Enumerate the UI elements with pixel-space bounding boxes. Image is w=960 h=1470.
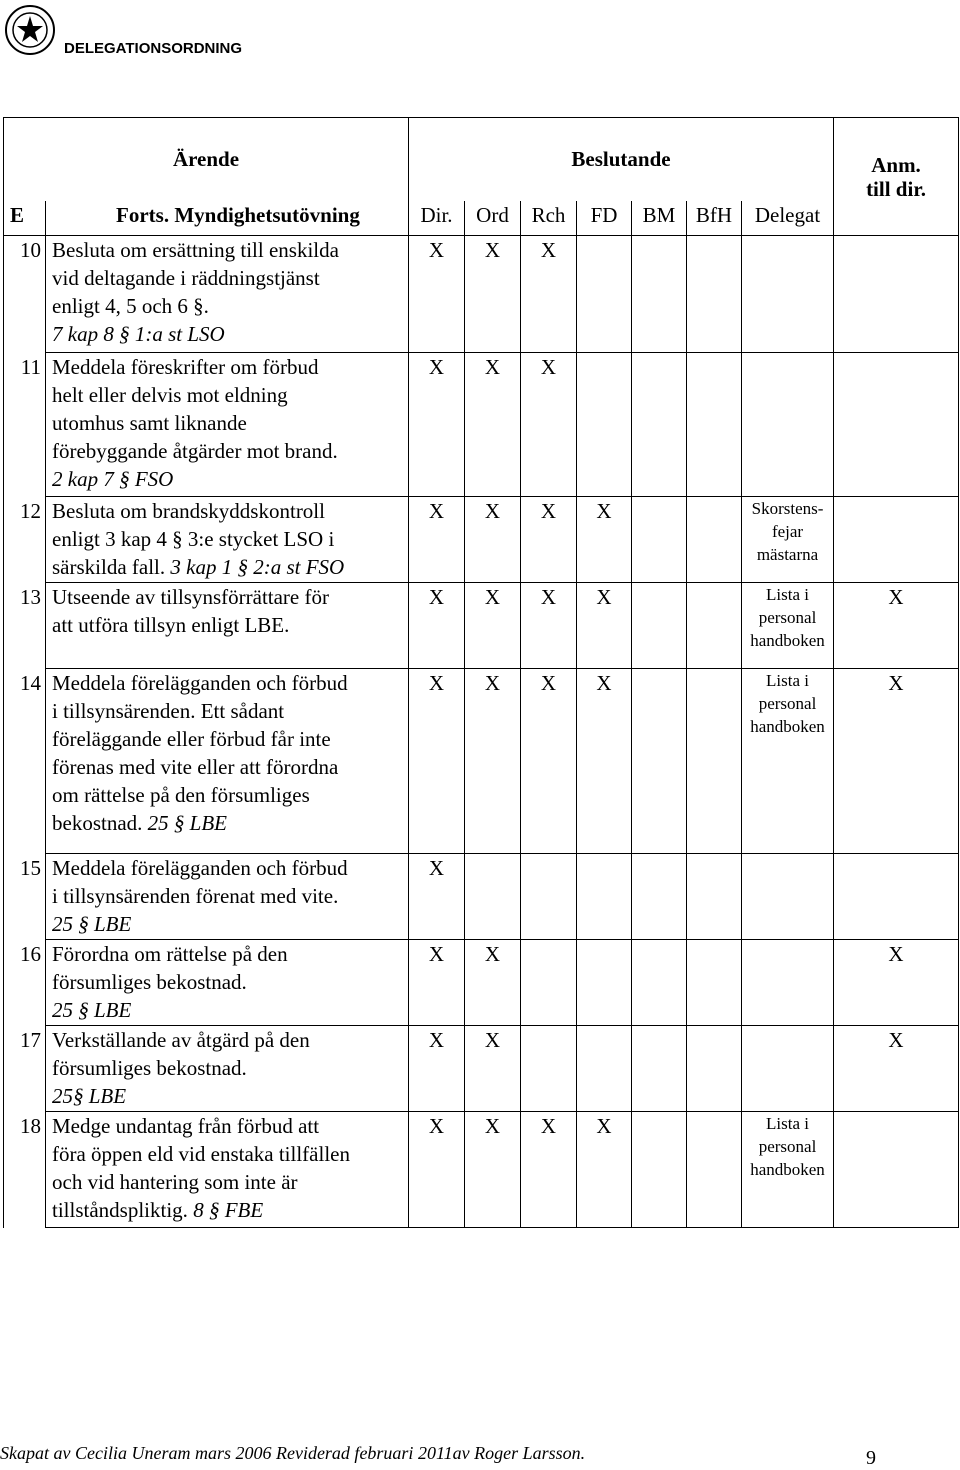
decision-mark: X — [521, 669, 577, 854]
row-number: 15 — [4, 854, 46, 940]
decision-mark: X — [521, 353, 577, 497]
row-text-line: Meddela förelägganden och förbud — [52, 671, 348, 695]
header-arende: Ärende — [4, 118, 409, 201]
row-text — [46, 854, 409, 940]
delegat-line: personal — [758, 1137, 817, 1156]
delegation-table — [3, 117, 959, 1228]
row-number: 12 — [4, 497, 46, 583]
decision-mark — [687, 669, 742, 854]
row-text-line: Medge undantag från förbud att — [52, 1114, 320, 1138]
col-rch: Rch — [521, 201, 577, 236]
row-text-line: Besluta om brandskyddskontroll — [52, 499, 325, 523]
col-bfh: BfH — [687, 201, 742, 236]
row-text-line: förebyggande åtgärder mot brand. — [52, 439, 338, 463]
row-text — [46, 940, 409, 1026]
row-number: 13 — [4, 583, 46, 669]
legal-reference: 8 § FBE — [193, 1198, 264, 1222]
table-row — [4, 353, 959, 497]
delegat-line: handboken — [750, 717, 825, 736]
legal-reference: 25 § LBE — [147, 811, 227, 835]
delegat-line: Skorstens- — [751, 499, 824, 518]
row-number: 14 — [4, 669, 46, 854]
row-text — [46, 236, 409, 353]
decision-mark — [632, 1026, 687, 1112]
decision-mark: X — [465, 1112, 521, 1228]
row-text-line: föra öppen eld vid enstaka tillfällen — [52, 1142, 350, 1166]
row-text-line: om rättelse på den försumliges — [52, 783, 310, 807]
decision-mark — [577, 353, 632, 497]
row-text-line: Utseende av tillsynsförrättare för — [52, 585, 329, 609]
table-body — [4, 236, 959, 1228]
row-text-line: utomhus samt liknande — [52, 411, 247, 435]
anm-mark: X — [834, 1026, 959, 1112]
decision-mark: X — [465, 236, 521, 353]
table-row — [4, 236, 959, 353]
table-row — [4, 1112, 959, 1228]
row-text — [46, 583, 409, 669]
row-text-line: Meddela föreskrifter om förbud — [52, 355, 319, 379]
anm-mark — [834, 497, 959, 583]
delegat-line: fejar — [771, 522, 804, 541]
delegat-line: Lista i — [766, 671, 809, 690]
delegat-cell — [742, 583, 834, 669]
anm-mark: X — [834, 583, 959, 669]
decision-mark: X — [409, 497, 465, 583]
decision-mark: X — [465, 669, 521, 854]
col-bm: BM — [632, 201, 687, 236]
anm-mark — [834, 854, 959, 940]
col-delegat: Delegat — [742, 201, 834, 236]
decision-mark — [687, 583, 742, 669]
row-text — [46, 1026, 409, 1112]
table-row — [4, 497, 959, 583]
row-text-line: i tillsynsärenden. Ett sådant — [52, 699, 285, 723]
row-number: 16 — [4, 940, 46, 1026]
anm-mark: X — [834, 940, 959, 1026]
row-text-line: tillståndspliktig. — [52, 1198, 188, 1222]
decision-mark — [632, 583, 687, 669]
row-text — [46, 353, 409, 497]
footer-text: Skapat av Cecilia Uneram mars 2006 Reviderad februari 2011av Roger Larsson. — [0, 1443, 586, 1463]
decision-mark — [687, 1112, 742, 1228]
delegat-line: personal — [758, 608, 817, 627]
col-dir: Dir. — [409, 201, 465, 236]
delegat-cell — [742, 669, 834, 854]
section-letter: E — [4, 201, 46, 236]
decision-mark: X — [465, 940, 521, 1026]
decision-mark: X — [577, 497, 632, 583]
anm-mark — [834, 236, 959, 353]
document-title: DELEGATIONSORDNING — [64, 40, 243, 57]
row-text-line: Förordna om rättelse på den — [52, 942, 288, 966]
decision-mark — [687, 497, 742, 583]
decision-mark: X — [409, 236, 465, 353]
header-beslutande: Beslutande — [409, 118, 834, 201]
delegat-cell — [742, 1112, 834, 1228]
delegat-cell — [742, 236, 834, 353]
row-text-line: Besluta om ersättning till enskilda — [52, 238, 339, 262]
row-text — [46, 497, 409, 583]
row-text-line: enligt 4, 5 och 6 §. — [52, 294, 209, 318]
row-text-line: att utföra tillsyn enligt LBE. — [52, 613, 290, 637]
row-text-line: försumliges bekostnad. — [52, 970, 247, 994]
row-number: 11 — [4, 353, 46, 497]
decision-mark: X — [409, 669, 465, 854]
legal-reference: 25 § LBE — [52, 998, 132, 1022]
decision-mark: X — [409, 854, 465, 940]
delegat-cell — [742, 854, 834, 940]
delegat-cell — [742, 497, 834, 583]
row-text — [46, 669, 409, 854]
decision-mark — [632, 669, 687, 854]
decision-mark — [687, 236, 742, 353]
fire-rescue-emblem-icon — [4, 4, 56, 56]
decision-mark — [577, 940, 632, 1026]
decision-mark — [521, 854, 577, 940]
decision-mark: X — [521, 1112, 577, 1228]
decision-mark — [632, 1112, 687, 1228]
decision-mark — [632, 353, 687, 497]
row-number: 17 — [4, 1026, 46, 1112]
page-number: 9 — [866, 1447, 876, 1469]
header-anm: Anm. till dir. — [834, 118, 959, 236]
row-text-line: enligt 3 kap 4 § 3:e stycket LSO i — [52, 527, 335, 551]
decision-mark: X — [577, 1112, 632, 1228]
delegat-line: mästarna — [756, 545, 819, 564]
row-text-line: försumliges bekostnad. — [52, 1056, 247, 1080]
decision-mark — [632, 940, 687, 1026]
anm-mark — [834, 1112, 959, 1228]
decision-mark: X — [465, 353, 521, 497]
anm-mark — [834, 353, 959, 497]
delegat-line: handboken — [750, 631, 825, 650]
decision-mark: X — [521, 583, 577, 669]
decision-mark — [632, 497, 687, 583]
decision-mark — [687, 353, 742, 497]
row-text-line: vid deltagande i räddningstjänst — [52, 266, 320, 290]
delegat-line: Lista i — [766, 1114, 809, 1133]
delegat-cell — [742, 1026, 834, 1112]
row-text-line: förenas med vite eller att förordna — [52, 755, 339, 779]
legal-reference: 7 kap 8 § 1:a st LSO — [52, 322, 225, 346]
decision-mark — [632, 236, 687, 353]
table-row — [4, 940, 959, 1026]
legal-reference: 2 kap 7 § FSO — [52, 467, 174, 491]
table-row — [4, 669, 959, 854]
decision-mark: X — [409, 583, 465, 669]
delegat-cell — [742, 353, 834, 497]
table-row — [4, 583, 959, 669]
decision-mark — [577, 236, 632, 353]
col-fd: FD — [577, 201, 632, 236]
decision-mark: X — [409, 940, 465, 1026]
row-number: 18 — [4, 1112, 46, 1228]
decision-mark — [687, 1026, 742, 1112]
section-title: Forts. Myndighetsutövning — [46, 201, 409, 236]
table-row — [4, 1026, 959, 1112]
legal-reference: 25§ LBE — [52, 1084, 127, 1108]
legal-reference: 25 § LBE — [52, 912, 132, 936]
delegat-line: personal — [758, 694, 817, 713]
row-text-line: helt eller delvis mot eldning — [52, 383, 288, 407]
decision-mark: X — [465, 583, 521, 669]
decision-mark: X — [577, 669, 632, 854]
decision-mark — [521, 940, 577, 1026]
decision-mark — [687, 854, 742, 940]
legal-reference: 3 kap 1 § 2:a st FSO — [170, 555, 345, 579]
row-text-line: Verkställande av åtgärd på den — [52, 1028, 310, 1052]
row-text-line: bekostnad. — [52, 811, 143, 835]
decision-mark: X — [521, 236, 577, 353]
col-ord: Ord — [465, 201, 521, 236]
delegat-line: Lista i — [766, 585, 809, 604]
decision-mark: X — [409, 1112, 465, 1228]
row-text — [46, 1112, 409, 1228]
decision-mark — [521, 1026, 577, 1112]
decision-mark: X — [465, 1026, 521, 1112]
row-number: 10 — [4, 236, 46, 353]
decision-mark: X — [577, 583, 632, 669]
row-text-line: och vid hantering som inte är — [52, 1170, 298, 1194]
decision-mark: X — [409, 1026, 465, 1112]
decision-mark — [465, 854, 521, 940]
row-text-line: i tillsynsärenden förenat med vite. — [52, 884, 339, 908]
delegat-line: handboken — [750, 1160, 825, 1179]
row-text-line: Meddela förelägganden och förbud — [52, 856, 348, 880]
decision-mark — [577, 1026, 632, 1112]
delegat-cell — [742, 940, 834, 1026]
decision-mark: X — [521, 497, 577, 583]
decision-mark: X — [465, 497, 521, 583]
anm-mark: X — [834, 669, 959, 854]
row-text-line: särskilda fall. — [52, 555, 166, 579]
table-row — [4, 854, 959, 940]
decision-mark — [687, 940, 742, 1026]
decision-mark: X — [409, 353, 465, 497]
row-text-line: föreläggande eller förbud får inte — [52, 727, 331, 751]
decision-mark — [577, 854, 632, 940]
decision-mark — [632, 854, 687, 940]
